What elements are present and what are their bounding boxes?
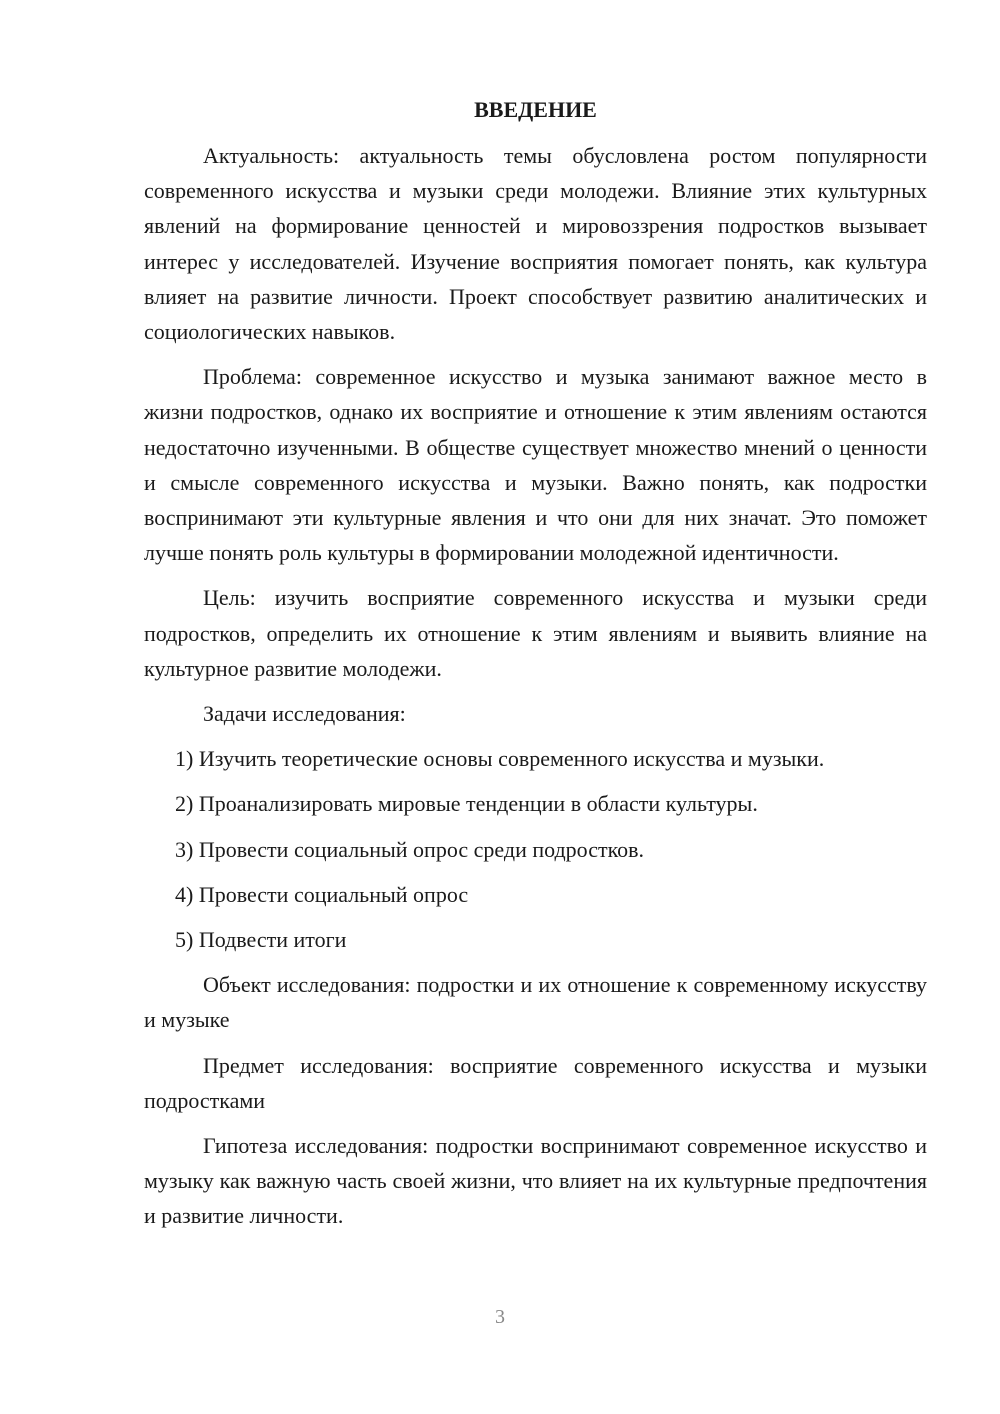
paragraph-hypothesis: Гипотеза исследования: подростки воспринимают современное искусство и музыку как важную часть своей жизни, что влияет на их культурные предпочтения и развитие личности. [144, 1133, 927, 1229]
paragraph-object: Объект исследования: подростки и их отношение к современному искусству и музыке [144, 972, 927, 1033]
task-item-5: 5) Подвести итоги [175, 927, 347, 953]
paragraph-problem: Проблема: современное искусство и музыка занимают важное место в жизни подростков, однако их восприятие и отношение к этим явлениям остаются недостаточно изученными. В обществе существует множество мнений о ценности и смысле современного искусства и музыки. Важно понять, как подростки воспринимают эти культурные явления и что они для них значат. Это поможет лучше понять роль культуры в формировании молодежной идентичности. [144, 364, 927, 566]
paragraph-subject: Предмет исследования: восприятие современного искусства и музыки подростками [144, 1052, 927, 1113]
paragraph-relevance: Актуальность: актуальность темы обусловлена ростом популярности современного искусства и музыки среди молодежи. Влияние этих культурных явлений на формирование ценностей и мировоззрения подростков вызывает интерес у исследователей. Изучение восприятия помогает понять, как культура влияет на развитие личности. Проект способствует развитию аналитических и социологических навыков. [144, 143, 927, 345]
task-list [144, 741, 927, 957]
page-number: 3 [495, 1306, 505, 1328]
task-item-2: 2) Проанализировать мировые тенденции в области культуры. [175, 791, 758, 817]
section-title: ВВЕДЕНИЕ [474, 97, 597, 122]
task-item-3: 3) Провести социальный опрос среди подростков. [175, 836, 645, 862]
task-item-4: 4) Провести социальный опрос [175, 881, 469, 907]
task-item-1: 1) Изучить теоретические основы современного искусства и музыки. [175, 746, 825, 772]
paragraph-goal: Цель: изучить восприятие современного искусства и музыки среди подростков, определить их отношение к этим явлениям и выявить влияние на культурное развитие молодежи. [144, 585, 927, 681]
tasks-heading: Задачи исследования: [203, 701, 406, 727]
